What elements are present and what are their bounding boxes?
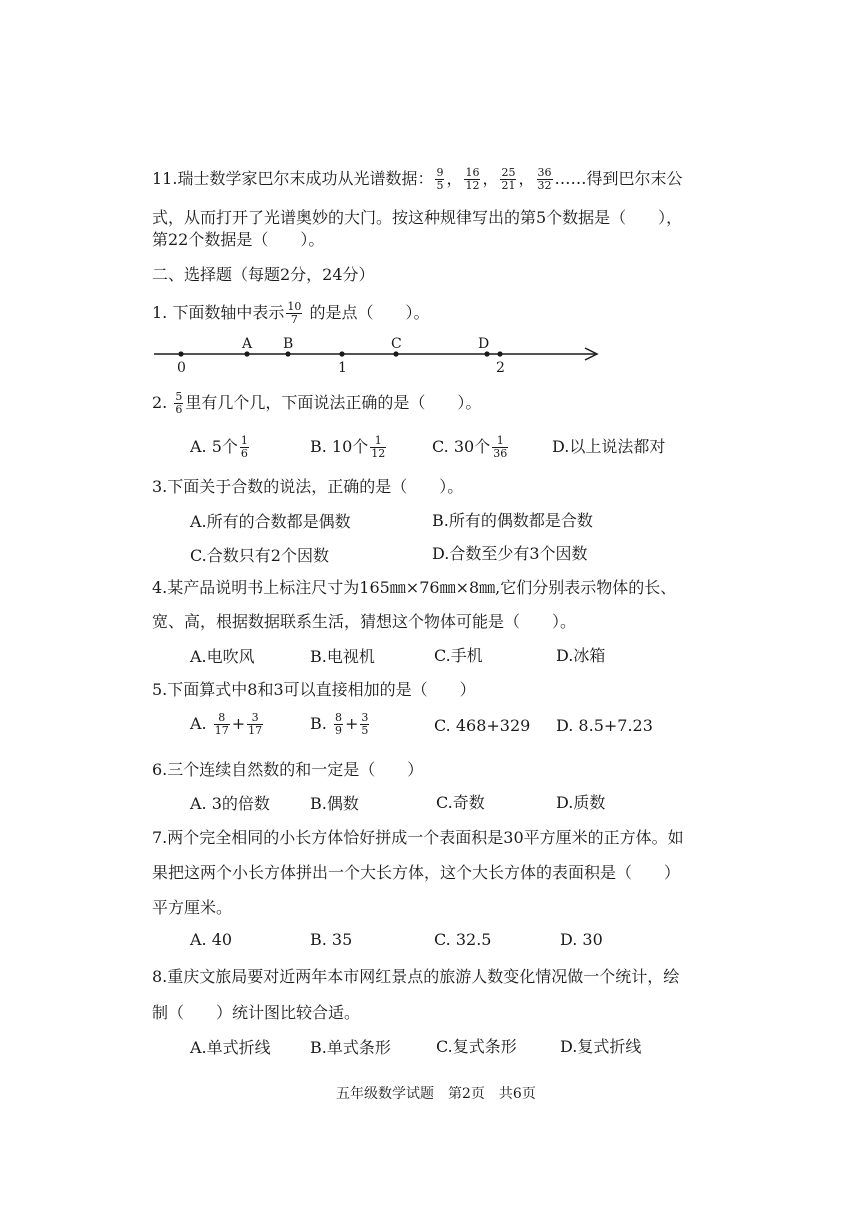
q6-option-b[interactable]: B.偶数	[310, 794, 359, 813]
q7-line3: 平方厘米。	[152, 898, 233, 917]
q11-fraction-2: $\frac{16}{12}$	[465, 166, 480, 192]
label-b: B	[283, 336, 294, 352]
tick-label-2: 2	[496, 360, 505, 376]
section-title: 二、选择题（每题2分，24分）	[152, 265, 375, 284]
q11-fraction-1: $\frac{9}{5}$	[436, 166, 444, 192]
q11-fraction-3: $\frac{25}{21}$	[501, 166, 516, 192]
number-line	[150, 334, 610, 376]
q8-line2: 制（ ）统计图比较合适。	[152, 1003, 361, 1022]
tick-label-0: 0	[177, 360, 186, 376]
q11-line1: 11.瑞士数学家巴尔末成功从光谱数据： $\frac{9}{5}$ ， $\frac{16}{12}$ ， $\frac{25}{21}$ ， $\frac{36}{32}$ ……得到巴尔末公	[152, 166, 683, 192]
q5-option-a[interactable]: A. $\frac{8}{17}$ + $\frac{3}{17}$	[190, 711, 263, 737]
q2-option-d[interactable]: D.以上说法都对	[552, 437, 666, 456]
q7-line2: 果把这两个小长方体拼出一个大长方体，这个大长方体的表面积是（ ）	[152, 863, 681, 882]
q7-option-b[interactable]: B. 35	[310, 930, 353, 949]
q6-option-d[interactable]: D.质数	[556, 793, 606, 812]
page-footer: 五年级数学试题 第2页 共6页	[336, 1086, 536, 1102]
q2-option-b[interactable]: B. 10个 $\frac{1}{12}$	[310, 434, 386, 460]
q4-line1: 4.某产品说明书上标注尺寸为165㎜×76㎜×8㎜,它们分别表示物体的长、	[152, 578, 677, 597]
q1-stem: 1. 下面数轴中表示 $\frac{10}{7}$ 的是点（ ）。	[152, 300, 430, 326]
tick-point-0	[178, 351, 183, 356]
q11-line3: 第22个数据是（ ）。	[152, 230, 325, 249]
q7-line1: 7.两个完全相同的小长方体恰好拼成一个表面积是30平方厘米的正方体。如	[152, 828, 684, 847]
q7-option-a[interactable]: A. 40	[190, 930, 233, 949]
q5-stem: 5.下面算式中8和3可以直接相加的是（ ）	[152, 680, 476, 699]
q6-stem: 6.三个连续自然数的和一定是（ ）	[152, 760, 424, 779]
q4-option-a[interactable]: A.电吹风	[190, 647, 255, 666]
q11-suffix: ……得到巴尔末公	[554, 169, 683, 188]
label-c: C	[391, 336, 402, 352]
q5-option-d[interactable]: D. 8.5+7.23	[556, 716, 653, 735]
q7-option-d[interactable]: D. 30	[560, 930, 603, 949]
q3-stem: 3.下面关于合数的说法，正确的是（ ）。	[152, 477, 464, 496]
q8-option-c[interactable]: C.复式条形	[436, 1037, 517, 1056]
q4-line2: 宽、高，根据数据联系生活，猜想这个物体可能是（ ）。	[152, 612, 577, 631]
tick-point-1	[339, 351, 344, 356]
q5-option-c[interactable]: C. 468+329	[434, 716, 531, 735]
label-d: D	[478, 336, 490, 352]
q4-option-d[interactable]: D.冰箱	[556, 646, 606, 665]
tick-point-2	[497, 351, 502, 356]
q4-option-b[interactable]: B.电视机	[310, 647, 375, 666]
q6-option-a[interactable]: A. 3的倍数	[190, 794, 270, 813]
q2-option-a[interactable]: A. 5个 $\frac{1}{6}$	[190, 434, 248, 460]
q3-option-d[interactable]: D.合数至少有3个因数	[432, 544, 588, 563]
q8-option-a[interactable]: A.单式折线	[190, 1038, 271, 1057]
tick-label-1: 1	[338, 360, 347, 376]
q2-fraction: $\frac{5}{6}$	[175, 390, 183, 416]
q8-line1: 8.重庆文旅局要对近两年本市网红景点的旅游人数变化情况做一个统计，绘	[152, 967, 680, 986]
q3-option-a[interactable]: A.所有的合数都是偶数	[190, 512, 351, 531]
q2-option-c[interactable]: C. 30个 $\frac{1}{36}$	[432, 434, 508, 460]
q1-fraction: $\frac{10}{7}$	[287, 300, 302, 326]
point-c	[393, 351, 398, 356]
q11-fraction-4: $\frac{36}{32}$	[537, 166, 552, 192]
q3-option-c[interactable]: C.合数只有2个因数	[190, 546, 329, 565]
q11-prefix: 11.瑞士数学家巴尔末成功从光谱数据：	[152, 169, 434, 188]
label-a: A	[242, 336, 253, 352]
point-d	[484, 351, 489, 356]
point-a	[244, 351, 249, 356]
q2-stem: 2. $\frac{5}{6}$ 里有几个几，下面说法正确的是（ ）。	[152, 390, 482, 416]
q6-option-c[interactable]: C.奇数	[436, 793, 485, 812]
q5-option-b[interactable]: B. $\frac{8}{9}$ + $\frac{3}{5}$	[310, 711, 369, 737]
point-b	[285, 351, 290, 356]
q11-line2: 式，从而打开了光谱奥妙的大门。按这种规律写出的第5个数据是（ ），	[152, 208, 683, 227]
q8-option-b[interactable]: B.单式条形	[310, 1038, 391, 1057]
q8-option-d[interactable]: D.复式折线	[560, 1037, 642, 1056]
q4-option-c[interactable]: C.手机	[434, 646, 483, 665]
q3-option-b[interactable]: B.所有的偶数都是合数	[432, 511, 593, 530]
q7-option-c[interactable]: C. 32.5	[434, 930, 492, 949]
